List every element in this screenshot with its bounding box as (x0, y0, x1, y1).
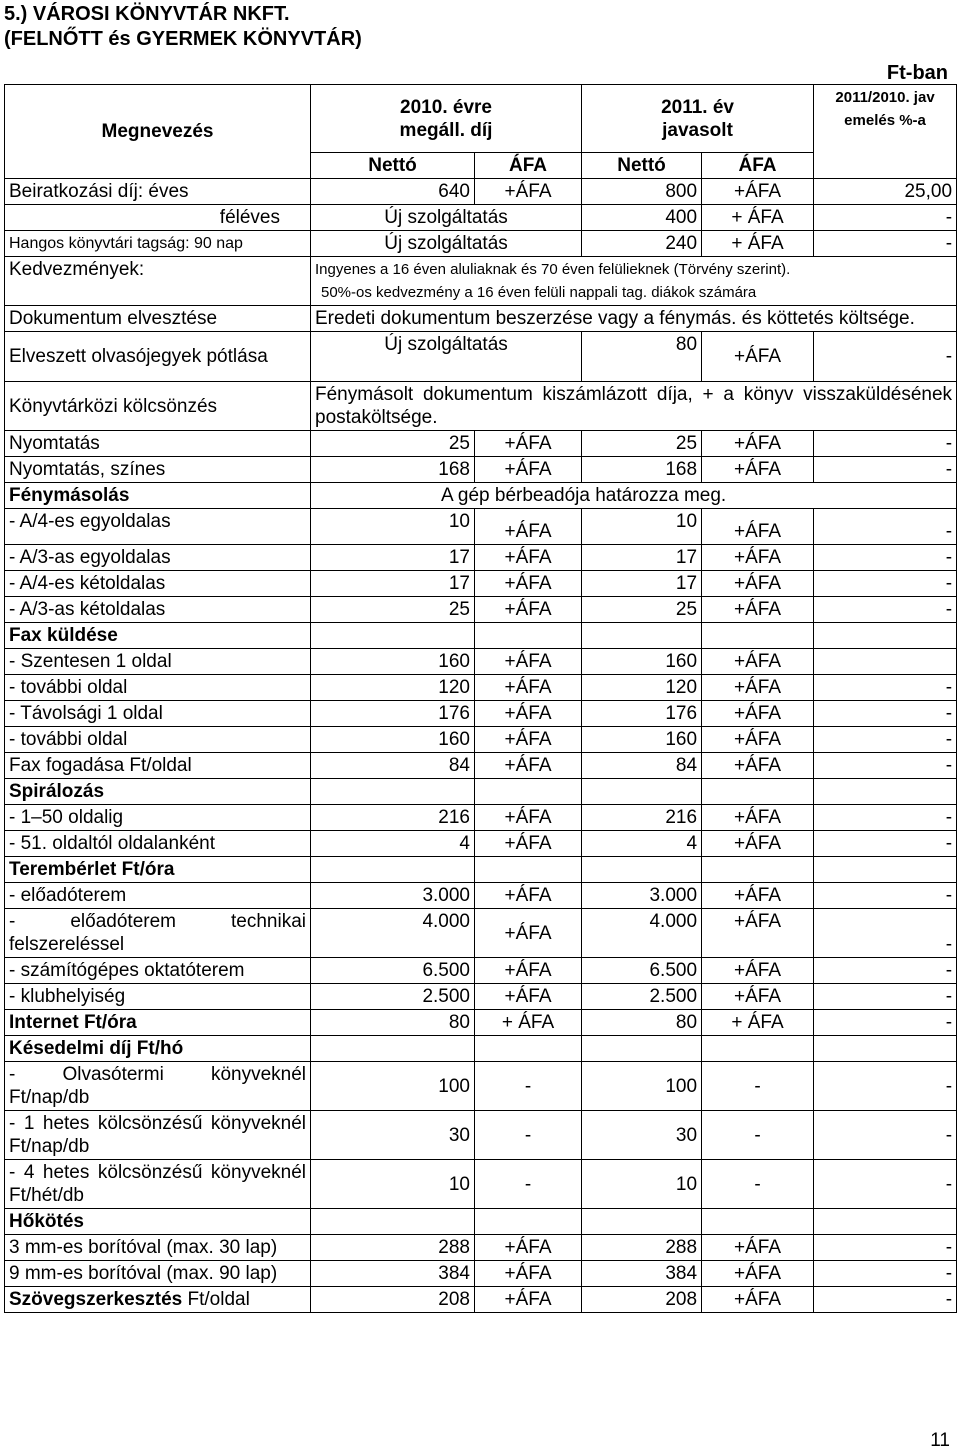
afa-2010: +ÁFA (475, 909, 582, 958)
table-row (5, 805, 957, 831)
pct-change: - (814, 1287, 957, 1313)
row-name: Hangos könyvtári tagság: 90 nap (5, 231, 311, 257)
table-row (5, 1209, 957, 1235)
row-name: Elveszett olvasójegyek pótlása (5, 332, 311, 382)
netto-2010: 30 (311, 1111, 475, 1160)
header-2011 (582, 85, 814, 153)
page-number: 11 (930, 1430, 950, 1451)
table-row (5, 332, 957, 382)
table-row (5, 958, 957, 984)
netto-2010: 384 (311, 1261, 475, 1287)
netto-2010: 10 (311, 1160, 475, 1209)
pct-change: - (814, 1010, 957, 1036)
table-row (5, 909, 957, 958)
pct-change: - (814, 571, 957, 597)
pct-change: - (814, 701, 957, 727)
table-row (5, 779, 957, 805)
pct-change: - (814, 205, 957, 231)
fee-table (4, 84, 957, 1313)
netto-2011: 80 (582, 332, 702, 382)
table-row (5, 1062, 957, 1111)
afa-2011: +ÁFA (702, 571, 814, 597)
afa-2011: +ÁFA (702, 332, 814, 382)
section-title: Terembérlet Ft/óra (5, 857, 311, 883)
table-row (5, 1111, 957, 1160)
table-row (5, 382, 957, 431)
header-2010-line1: 2010. évre (400, 96, 492, 118)
table-row (5, 753, 957, 779)
afa-2011: + ÁFA (702, 205, 814, 231)
netto-2011: 216 (582, 805, 702, 831)
header-netto-2010: Nettó (311, 153, 475, 179)
netto-2011: 80 (582, 1010, 702, 1036)
header-2011-line2: javasolt (662, 119, 733, 141)
row-name: - előadóterem technikai felszereléssel (5, 909, 311, 958)
netto-2010: 176 (311, 701, 475, 727)
netto-2010: 216 (311, 805, 475, 831)
afa-2011: +ÁFA (702, 883, 814, 909)
afa-2011: +ÁFA (702, 545, 814, 571)
table-row (5, 1160, 957, 1209)
afa-2010: +ÁFA (475, 1287, 582, 1313)
netto-2011: 84 (582, 753, 702, 779)
table-row (5, 483, 957, 509)
netto-2010: Új szolgáltatás (311, 332, 582, 382)
netto-2011: 100 (582, 1062, 702, 1111)
afa-2010: +ÁFA (475, 753, 582, 779)
afa-2010: +ÁFA (475, 649, 582, 675)
afa-2010: + ÁFA (475, 1010, 582, 1036)
row-name: - 1 hetes kölcsönzésű könyveknél Ft/nap/db (5, 1111, 311, 1160)
afa-2011: + ÁFA (702, 231, 814, 257)
afa-2010: +ÁFA (475, 545, 582, 571)
afa-2010: +ÁFA (475, 1261, 582, 1287)
pct-change: - (814, 1235, 957, 1261)
afa-2011: +ÁFA (702, 805, 814, 831)
pct-change: - (814, 727, 957, 753)
netto-2010: 288 (311, 1235, 475, 1261)
afa-2010: +ÁFA (475, 805, 582, 831)
row-name: - előadóterem (5, 883, 311, 909)
netto-2010: 120 (311, 675, 475, 701)
afa-2011: +ÁFA (702, 1235, 814, 1261)
table-row (5, 231, 957, 257)
pct-change (814, 649, 957, 675)
netto-2011: 288 (582, 1235, 702, 1261)
currency-unit: Ft-ban (886, 62, 948, 84)
afa-2011: +ÁFA (702, 1261, 814, 1287)
afa-2010: +ÁFA (475, 701, 582, 727)
table-row (5, 1261, 957, 1287)
row-name: Internet Ft/óra (5, 1010, 311, 1036)
row-name: - Olvasótermi könyveknél Ft/nap/db (5, 1062, 311, 1111)
netto-2011: 800 (582, 179, 702, 205)
afa-2011: +ÁFA (702, 958, 814, 984)
row-name-bold: Szövegszerkesztés (9, 1289, 183, 1310)
note-line-1: Ingyenes a 16 éven aluliaknak és 70 éven felülieknek (Törvény szerint). (315, 261, 791, 278)
afa-2011: +ÁFA (702, 457, 814, 483)
afa-2011: +ÁFA (702, 649, 814, 675)
netto-2010: 6.500 (311, 958, 475, 984)
netto-2010: 3.000 (311, 883, 475, 909)
netto-2010: Új szolgáltatás (311, 205, 582, 231)
table-row (5, 205, 957, 231)
header-2011-line1: 2011. év (661, 96, 734, 118)
pct-change: - (814, 597, 957, 623)
row-name: - 1–50 oldalig (5, 805, 311, 831)
header-afa-2011: ÁFA (702, 153, 814, 179)
afa-2010: - (475, 1062, 582, 1111)
pct-change: - (814, 958, 957, 984)
netto-2010: 640 (311, 179, 475, 205)
table-row (5, 701, 957, 727)
pct-change: - (814, 457, 957, 483)
netto-2011: 120 (582, 675, 702, 701)
pct-change: - (814, 332, 957, 382)
afa-2010: +ÁFA (475, 457, 582, 483)
note-line-2: 50%-os kedvezmény a 16 éven felüli nappali tag. diákok számára (321, 284, 757, 301)
row-name (5, 1287, 311, 1313)
netto-2011: 30 (582, 1111, 702, 1160)
afa-2011: +ÁFA (702, 727, 814, 753)
pct-change: - (814, 509, 957, 545)
netto-2010: 4.000 (311, 909, 475, 958)
table-row (5, 1287, 957, 1313)
header-netto-2011: Nettó (582, 153, 702, 179)
pct-change: - (814, 984, 957, 1010)
row-name: Beiratkozási díj: éves (5, 179, 311, 205)
row-name: - 51. oldaltól oldalanként (5, 831, 311, 857)
table-row (5, 727, 957, 753)
afa-2011: - (702, 1111, 814, 1160)
table-row (5, 431, 957, 457)
row-name: - A/3-as kétoldalas (5, 597, 311, 623)
netto-2011: 3.000 (582, 883, 702, 909)
netto-2011: 176 (582, 701, 702, 727)
header-2010 (311, 85, 582, 153)
table-row (5, 883, 957, 909)
section-title: Fax küldése (5, 623, 311, 649)
netto-2010: 80 (311, 1010, 475, 1036)
pct-change: - (814, 431, 957, 457)
section-title: Késedelmi díj Ft/hó (5, 1036, 311, 1062)
pct-change: - (814, 883, 957, 909)
afa-2011: + ÁFA (702, 1010, 814, 1036)
netto-2010: 100 (311, 1062, 475, 1111)
afa-2011: +ÁFA (702, 753, 814, 779)
afa-2010: - (475, 1160, 582, 1209)
row-name: féléves (5, 205, 311, 231)
table-row (5, 257, 957, 306)
netto-2011: 240 (582, 231, 702, 257)
row-name: - A/4-es kétoldalas (5, 571, 311, 597)
row-name: - számítógépes oktatóterem (5, 958, 311, 984)
row-name: Nyomtatás (5, 431, 311, 457)
pct-change: - (814, 805, 957, 831)
pct-change: - (814, 1062, 957, 1111)
table-row (5, 831, 957, 857)
afa-2011: +ÁFA (702, 701, 814, 727)
table-row (5, 857, 957, 883)
table-row (5, 984, 957, 1010)
row-note: Fénymásolt dokumentum kiszámlázott díja, + a könyv visszaküldésének postaköltsége. (311, 382, 957, 431)
afa-2010: +ÁFA (475, 571, 582, 597)
netto-2010: 17 (311, 545, 475, 571)
table-row (5, 509, 957, 545)
netto-2011: 160 (582, 649, 702, 675)
netto-2010: 2.500 (311, 984, 475, 1010)
netto-2010: Új szolgáltatás (311, 231, 582, 257)
table-row (5, 649, 957, 675)
afa-2010: +ÁFA (475, 597, 582, 623)
row-name: Könyvtárközi kölcsönzés (5, 382, 311, 431)
netto-2011: 10 (582, 509, 702, 545)
row-name: Nyomtatás, színes (5, 457, 311, 483)
netto-2011: 208 (582, 1287, 702, 1313)
netto-2010: 160 (311, 727, 475, 753)
header-pct-line2: emelés %-a (844, 112, 926, 129)
netto-2011: 168 (582, 457, 702, 483)
header-name: Megnevezés (5, 85, 311, 179)
row-name: 9 mm-es borítóval (max. 90 lap) (5, 1261, 311, 1287)
netto-2010: 25 (311, 597, 475, 623)
table-row (5, 1010, 957, 1036)
afa-2011: - (702, 1062, 814, 1111)
pct-change: - (814, 1160, 957, 1209)
netto-2010: 4 (311, 831, 475, 857)
netto-2011: 17 (582, 545, 702, 571)
table-row (5, 597, 957, 623)
table-row (5, 675, 957, 701)
row-name: - Távolsági 1 oldal (5, 701, 311, 727)
header-2010-line2: megáll. díj (399, 119, 493, 141)
afa-2010: +ÁFA (475, 1235, 582, 1261)
afa-2011: +ÁFA (702, 675, 814, 701)
section-title: Hőkötés (5, 1209, 311, 1235)
afa-2011: - (702, 1160, 814, 1209)
row-name: - A/3-as egyoldalas (5, 545, 311, 571)
afa-2010: +ÁFA (475, 431, 582, 457)
section-title: Fénymásolás (5, 483, 311, 509)
table-row (5, 306, 957, 332)
row-note: Eredeti dokumentum beszerzése vagy a fénymás. és köttetés költsége. (311, 306, 957, 332)
row-name: Dokumentum elvesztése (5, 306, 311, 332)
netto-2011: 25 (582, 431, 702, 457)
netto-2010: 84 (311, 753, 475, 779)
netto-2011: 10 (582, 1160, 702, 1209)
section-title: Spirálozás (5, 779, 311, 805)
row-name: 3 mm-es borítóval (max. 30 lap) (5, 1235, 311, 1261)
pct-change: - (814, 1111, 957, 1160)
afa-2011: +ÁFA (702, 831, 814, 857)
header-row (5, 85, 957, 153)
header-pct (814, 85, 957, 179)
netto-2010: 160 (311, 649, 475, 675)
table-row (5, 545, 957, 571)
netto-2011: 17 (582, 571, 702, 597)
row-name: - Szentesen 1 oldal (5, 649, 311, 675)
afa-2011: +ÁFA (702, 597, 814, 623)
netto-2010: 10 (311, 509, 475, 545)
row-name: - további oldal (5, 675, 311, 701)
netto-2011: 2.500 (582, 984, 702, 1010)
title-line-1: 5.) VÁROSI KÖNYVTÁR NKFT. (4, 3, 290, 25)
afa-2010: +ÁFA (475, 727, 582, 753)
pct-change: - (814, 1261, 957, 1287)
table-row (5, 623, 957, 649)
netto-2010: 25 (311, 431, 475, 457)
pct-change: - (814, 675, 957, 701)
netto-2011: 160 (582, 727, 702, 753)
row-name: Kedvezmények: (5, 257, 311, 306)
afa-2011: +ÁFA (702, 509, 814, 545)
row-name: - klubhelyiség (5, 984, 311, 1010)
afa-2011: +ÁFA (702, 179, 814, 205)
header-pct-line1: 2011/2010. jav (835, 89, 935, 106)
row-name: - további oldal (5, 727, 311, 753)
table-row (5, 1235, 957, 1261)
pct-change: - (814, 909, 957, 958)
pct-change: - (814, 231, 957, 257)
netto-2011: 6.500 (582, 958, 702, 984)
netto-2011: 400 (582, 205, 702, 231)
row-name: - A/4-es egyoldalas (5, 509, 311, 545)
netto-2011: 4 (582, 831, 702, 857)
netto-2010: 17 (311, 571, 475, 597)
row-note: A gép bérbeadója határozza meg. (311, 483, 957, 509)
pct-change: - (814, 753, 957, 779)
afa-2010: +ÁFA (475, 831, 582, 857)
row-name: Fax fogadása Ft/oldal (5, 753, 311, 779)
table-row (5, 179, 957, 205)
header-afa-2010: ÁFA (475, 153, 582, 179)
pct-change: - (814, 545, 957, 571)
afa-2010: - (475, 1111, 582, 1160)
table-row (5, 457, 957, 483)
netto-2011: 4.000 (582, 909, 702, 958)
netto-2010: 168 (311, 457, 475, 483)
netto-2011: 25 (582, 597, 702, 623)
afa-2011: +ÁFA (702, 1287, 814, 1313)
afa-2010: +ÁFA (475, 984, 582, 1010)
afa-2010: +ÁFA (475, 958, 582, 984)
table-row (5, 1036, 957, 1062)
afa-2011: +ÁFA (702, 431, 814, 457)
netto-2010: 208 (311, 1287, 475, 1313)
netto-2011: 384 (582, 1261, 702, 1287)
title-line-2: (FELNŐTT és GYERMEK KÖNYVTÁR) (4, 28, 362, 50)
row-name: - 4 hetes kölcsönzésű könyveknél Ft/hét/db (5, 1160, 311, 1209)
afa-2010: +ÁFA (475, 179, 582, 205)
row-note (311, 257, 957, 306)
table-row (5, 571, 957, 597)
afa-2010: +ÁFA (475, 675, 582, 701)
afa-2011: +ÁFA (702, 909, 814, 958)
afa-2010: +ÁFA (475, 883, 582, 909)
pct-change: 25,00 (814, 179, 957, 205)
document-title (4, 2, 362, 52)
row-name-rest: Ft/oldal (182, 1289, 250, 1310)
pct-change: - (814, 831, 957, 857)
afa-2011: +ÁFA (702, 984, 814, 1010)
afa-2010: +ÁFA (475, 509, 582, 545)
